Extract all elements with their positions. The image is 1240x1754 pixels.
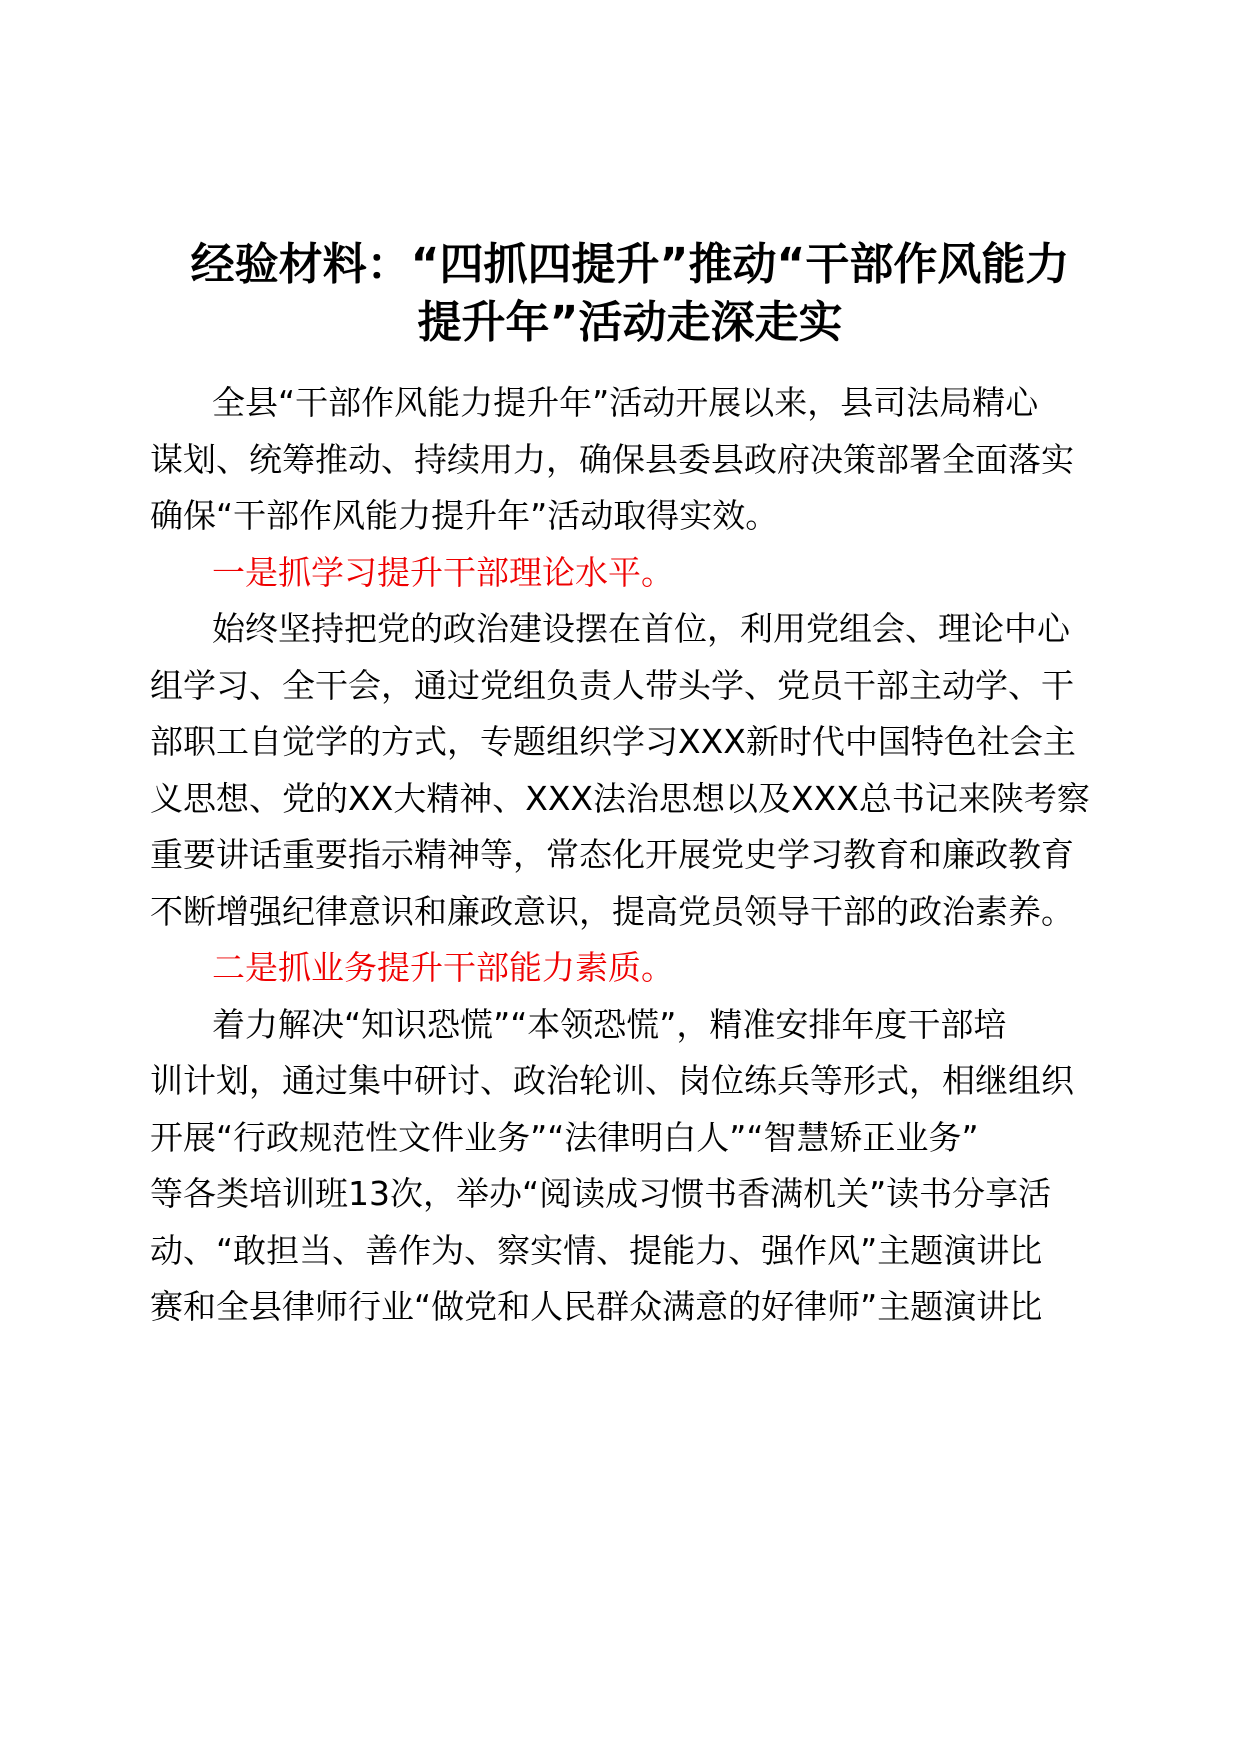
text-line: 始终坚持把党的政治建设摆在首位，利用党组会、理论中心 <box>212 609 1070 648</box>
title-line: 经验材料：“四抓四提升”推动“干部作风能力 <box>190 239 1070 290</box>
document-title <box>150 236 1110 352</box>
heading-text: 一是抓学习提升干部理论水平。 <box>212 552 674 592</box>
heading-text: 二是抓业务提升干部能力素质。 <box>212 948 674 987</box>
intro-paragraph <box>150 375 1100 545</box>
text-line: 动、“敢担当、善作为、察实情、提能力、强作风”主题演讲比 <box>150 1230 1043 1270</box>
text-line: 等各类培训班13次，举办“阅读成习惯书香满机关”读书分享活 <box>150 1174 1052 1213</box>
text-line: 重要讲话重要指示精神等，常态化开展党史学习教育和廉政教育 <box>150 835 1074 874</box>
section-heading-business <box>150 940 1100 997</box>
text-line: 谋划、统筹推动、持续用力，确保县委县政府决策部署全面落实 <box>150 439 1074 479</box>
text-line: 义思想、党的XX大精神、XXX法治思想以及XXX总书记来陕考察 <box>150 778 1090 818</box>
section-paragraph-study <box>150 601 1100 940</box>
title-line: 提升年”活动走深走实 <box>417 297 843 348</box>
text-line: 训计划，通过集中研讨、政治轮训、岗位练兵等形式，相继组织 <box>150 1061 1074 1100</box>
text-line: 不断增强纪律意识和廉政意识，提高党员领导干部的政治素养。 <box>150 891 1074 931</box>
document-body <box>150 375 1100 1336</box>
text-line: 开展“行政规范性文件业务”“法律明白人”“智慧矫正业务” <box>150 1117 979 1157</box>
section-heading-study <box>150 545 1100 602</box>
text-line: 部职工自觉学的方式，专题组织学习XXX新时代中国特色社会主 <box>150 722 1076 761</box>
text-line: 组学习、全干会，通过党组负责人带头学、党员干部主动学、干 <box>150 665 1074 705</box>
text-line: 着力解决“知识恐慌”“本领恐慌”，精准安排年度干部培 <box>212 1004 1007 1044</box>
section-paragraph-business <box>150 997 1100 1336</box>
text-line: 确保“干部作风能力提升年”活动取得实效。 <box>150 496 779 535</box>
text-line: 全县“干部作风能力提升年”活动开展以来，县司法局精心 <box>212 383 1039 422</box>
text-line: 赛和全县律师行业“做党和人民群众满意的好律师”主题演讲比 <box>150 1287 1043 1326</box>
